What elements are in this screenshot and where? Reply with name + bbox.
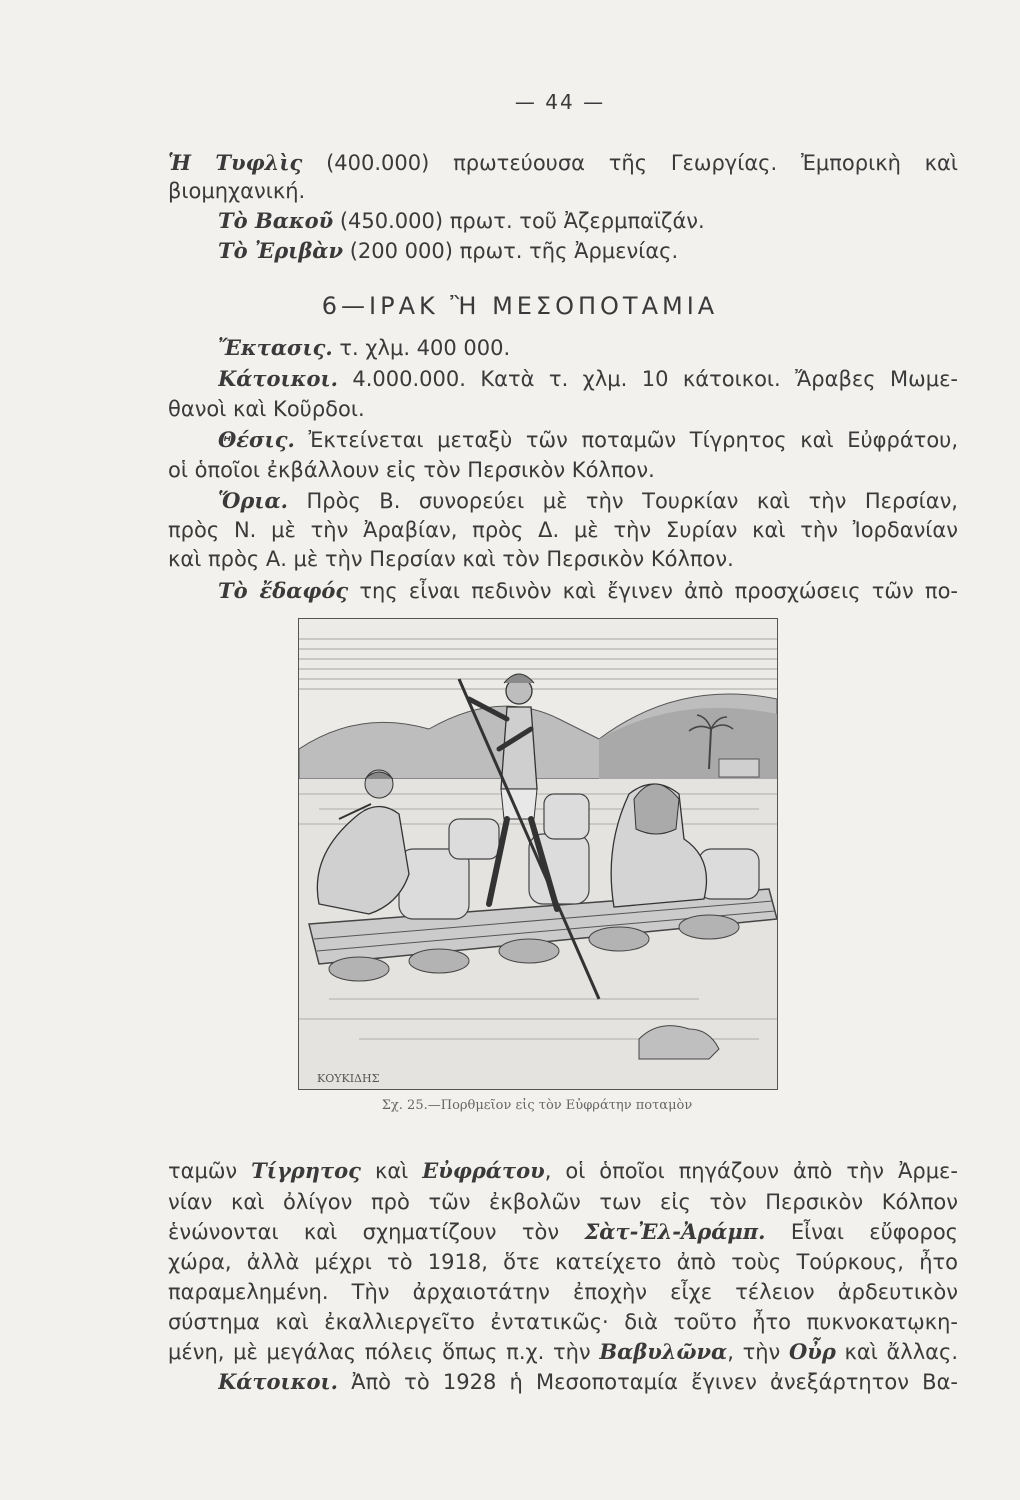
city-name: Ἡ Τυφλὶς xyxy=(168,150,303,175)
intro-line-2: βιομηχανική. xyxy=(168,179,306,203)
fact-borders-cont2: καὶ πρὸς Α. μὲ τὴν Περσίαν καὶ τὸν Περσικὸν Κόλπον. xyxy=(168,547,734,571)
body-line-3: ἑνώνονται καὶ σχηματίζουν τὸν Σὰτ-Ἐλ-Ἀράμπ. Εἶναι εὔφορος xyxy=(168,1219,958,1244)
raft-engraving-image xyxy=(299,619,777,1089)
fact-population-cont: θανοὶ καὶ Κοῦρδοι. xyxy=(168,397,365,421)
body-line-4: χώρα, ἀλλὰ μέχρι τὸ 1918, ὅτε κατείχετο ἀπὸ τοὺς Τούρκους, ἦτο xyxy=(168,1250,958,1274)
body-line-6: σύστημα καὶ ἐκαλλιεργεῖτο ἐντατικῶς· διὰ τοῦτο ἦτο πυκνοκατῳκη- xyxy=(168,1310,958,1334)
page-number: — 44 — xyxy=(514,90,606,114)
body-line-5: παραμελημένη. Τὴν ἀρχαιοτάτην ἐποχὴν εἶχε τέλειον ἀρδευτικὸν xyxy=(168,1280,958,1304)
fact-borders-cont1: πρὸς Ν. μὲ τὴν Ἀραβίαν, πρὸς Δ. μὲ τὴν Συρίαν καὶ τὴν Ἰορδανίαν xyxy=(168,518,958,542)
body-line-1: ταμῶν Τίγρητος καὶ Εὐφράτου, οἱ ὁποῖοι πηγάζουν ἀπὸ τὴν Ἀρμε- xyxy=(168,1158,958,1183)
body-line-2: νίαν καὶ ὀλίγον πρὸ τῶν ἐκβολῶν των εἰς τὸν Περσικὸν Κόλπον xyxy=(168,1190,958,1214)
intro-line-4: Τὸ Ἐριβὰν (200 000) πρωτ. τῆς Ἀρμενίας. xyxy=(218,238,679,263)
city-name: Τὸ Βακοῦ xyxy=(218,208,334,233)
fact-soil: Τὸ ἔδαφός της εἶναι πεδινὸν καὶ ἔγινεν ἀπὸ προσχώσεις τῶν πο- xyxy=(218,578,958,603)
ferry-illustration xyxy=(298,618,778,1090)
fact-borders: Ὅρια. Πρὸς Β. συνορεύει μὲ τὴν Τουρκίαν καὶ τὴν Περσίαν, xyxy=(218,488,958,513)
fact-position-cont: οἱ ὁποῖοι ἐκβάλλουν εἰς τὸν Περσικὸν Κόλπον. xyxy=(168,458,655,482)
section-heading: 6—ΙΡΑΚ Ἢ ΜΕΣΟΠΟΤΑΜΙΑ xyxy=(321,292,719,320)
fact-area: Ἔκτασις. τ. χλμ. 400 000. xyxy=(218,335,511,360)
city-name: Τὸ Ἐριβὰν xyxy=(218,238,344,263)
artist-signature: ΚΟΥΚΙΔΗΣ xyxy=(317,1072,380,1085)
body-line-7: μένη, μὲ μεγάλας πόλεις ὅπως π.χ. τὴν Βαβυλῶνα, τὴν Οὖρ καὶ ἄλλας. xyxy=(168,1339,958,1364)
body-line-8: Κάτοικοι. Ἀπὸ τὸ 1928 ἡ Μεσοποταμία ἔγινεν ἀνεξάρτητον Βα- xyxy=(218,1369,958,1394)
intro-line-3: Τὸ Βακοῦ (450.000) πρωτ. τοῦ Ἀζερμπαϊζάν. xyxy=(218,208,705,233)
figure-caption: Σχ. 25.—Πορθμεῖον εἰς τὸν Εὐφράτην ποταμὸν xyxy=(381,1098,693,1113)
fact-population: Κάτοικοι. 4.000.000. Κατὰ τ. χλμ. 10 κάτοικοι. Ἄραβες Μωμε- xyxy=(218,366,958,391)
intro-line-1: Ἡ Τυφλὶς (400.000) πρωτεύουσα τῆς Γεωργίας. Ἐμπορικὴ καὶ xyxy=(168,150,958,175)
fact-position: Θέσις. Ἐκτείνεται μεταξὺ τῶν ποταμῶν Τίγρητος καὶ Εὐφράτου, xyxy=(218,427,958,452)
